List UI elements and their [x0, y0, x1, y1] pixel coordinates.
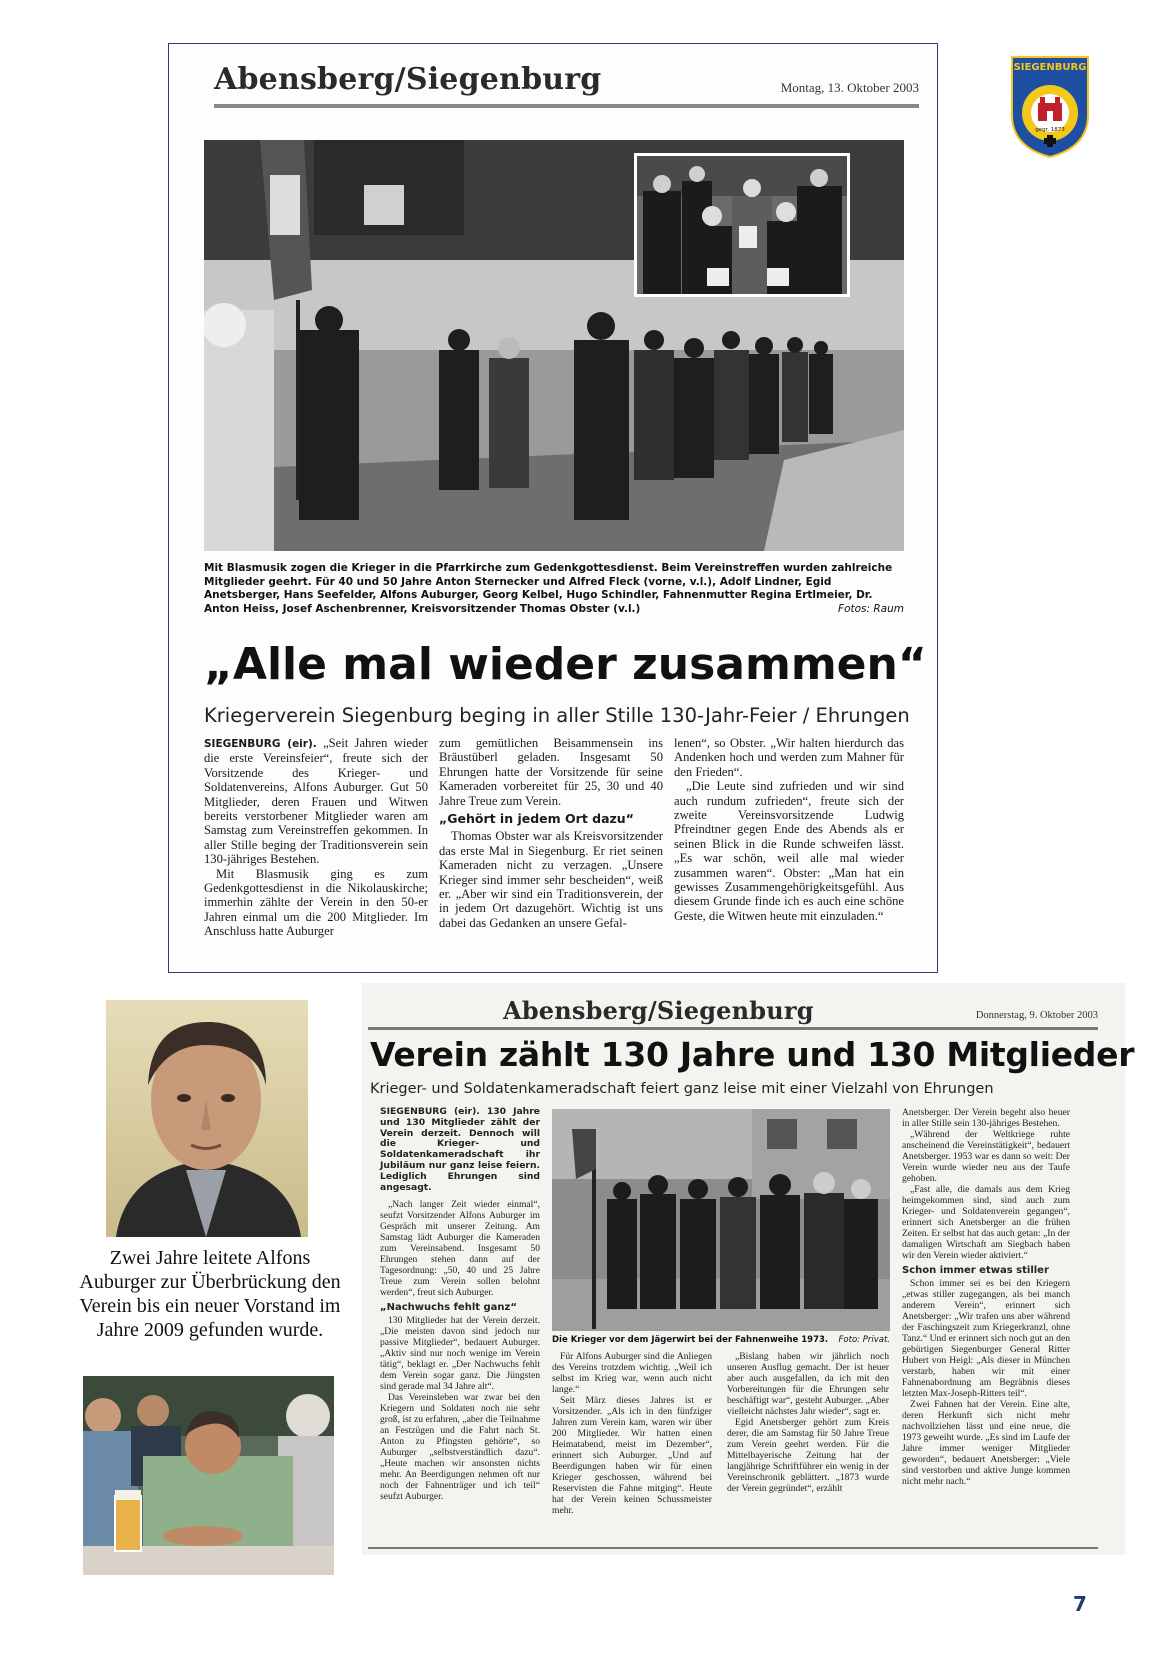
paragraph: Seit März dieses Jahres ist er Vorsitzender. „Als ich in den fünfziger Jahren zum Verein kam, waren wir über 200 Mitglieder. Wir hatten einen Heimatabend, meist im Dezember“, erinnert sich Auburger. „Und auf Beerdigungen haben wir für einen Krieger geschossen, während bei Reservisten die Fahne mitging“. Heute hat der Verein keinen Schussmeister mehr. — [552, 1395, 712, 1516]
article-column-4 — [902, 1107, 1070, 1487]
paragraph: 130 Mitglieder hat der Verein derzeit. „Die meisten davon sind jedoch nur passive Mitglieder“, bedauert Auburger. „Aktiv sind nur noch wenige im Verein tätig“, beklagt er. „Der Nachwuchs fehlt dem Verein sogar ganz. Die Jüngsten sind gerade mal 34 Jahre alt“. — [380, 1315, 540, 1393]
photo-credit: Foto: Privat. — [838, 1335, 890, 1345]
paragraph: Das Vereinsleben war zwar bei den Kriegern und Soldaten noch nie sehr groß, ist zu erfahren, „aber die Teilnahme an Festzügen und die Fahrt nach St. Anton zu Pfingsten gehörte“, so Auburger „selbstverständlich dazu“. „Heute machen wir ansonsten nichts mehr. An Beerdigungen nehmen oft nur noch der Fahnenträger und ich teil“ seufzt Auburger. — [380, 1392, 540, 1503]
subheading: „Nachwuchs fehlt ganz“ — [380, 1302, 517, 1314]
paragraph: Thomas Obster war als Kreisvorsitzender das erste Mal in Siegenburg. Er riet seinen Kameraden nicht zu verzagen. „Unsere Krieger sind immer sehr bescheiden“, weiß er. „Aber wir sind ein Traditionsverein, der in jedem Ort dazugehört. Wichtig ist uns dabei das Gedanken an unsere Gefal- — [439, 829, 663, 930]
inset-honorees-photo — [634, 153, 850, 297]
parade-photo — [204, 140, 904, 551]
subheading: „Gehört in jedem Ort dazu“ — [439, 811, 634, 827]
page-number: 7 — [1073, 1592, 1087, 1616]
subheading: Schon immer etwas stiller — [902, 1265, 1049, 1276]
paragraph: Zwei Fahnen hat der Verein. Eine alte, deren Herkunft sich nicht mehr nachvollziehen lässt und eine neue, die 1973 geweiht wurde. „Es sind im Laufe der Jahre immer weniger Mitglieder geworden“, bedauert Anetsberger: „Viele sind verstorben und aktive Junge kommen nicht mehr nach.“ — [902, 1399, 1070, 1487]
article-subheadline: Krieger- und Soldatenkameradschaft feiert ganz leise mit einer Vielzahl von Ehrungen — [370, 1081, 994, 1097]
paragraph: Anetsberger. Der Verein begeht also heuer in aller Stille sein 130-jähriges Bestehen. — [902, 1107, 1070, 1129]
paragraph: „Die Leute sind zufrieden und wir sind auch rundum zufrieden“, freute sich der zweite Vereinsvorsitzende Ludwig Pfreindtner gegen Ende des Abends als er seinen Blick in die Runde schweifen lässt. „Es war schön, weil alle mal wieder zusammen waren“. Obster: „Man hat ein gewisses Zusammengehörigkeitsgefühl. Aus diesem Grunde finde ich es auch eine schöne Geste, die Witwen heute mit einzuladen.“ — [674, 779, 904, 923]
fahnenweihe-1973-photo — [552, 1109, 890, 1331]
article-column-1 — [204, 736, 428, 939]
article-column-3 — [727, 1351, 889, 1494]
divider — [368, 1547, 1098, 1549]
paragraph: „Fast alle, die damals aus dem Krieg heimgekommen sind, sind auch zum Krieger- und Soldatenverein gegangen“, erinnert sich Anetsberger an die frühen Zeiten. Er selbst hat das auch getan: „In der damaligen Wirtschaft am Siegbach haben wir den Verein wieder aktiviert.“ — [902, 1184, 1070, 1261]
photo-credit: Fotos: Raum — [838, 602, 904, 615]
article-column-2 — [439, 736, 663, 930]
siegenburg-emblem — [1010, 55, 1090, 159]
paragraph: Egid Anetsberger gehört zum Kreis derer, die am Samstag für 50 Jahre Treue zum Verein geehrt werden. Für die Mittelbayerische Zeitung hat der langjährige Schriftführer ein wenig in der Vereinschronik geblättert. „1873 wurde der Verein gegründet“, erzählt — [727, 1417, 889, 1494]
paragraph: zum gemütlichen Beisammensein ins Bräustüberl geladen. Insgesamt 50 Ehrungen hatte der Vorsitzende für seine Kameraden vorbereitet für 25, 30 und 40 Jahre Treue zum Verein. — [439, 736, 663, 808]
paragraph: Schon immer sei es bei den Kriegern „etwas stiller zugegangen, als bei manch anderem Verein“, erinnert sich Anetsberger: „Wir trafen uns aber während der Faschingszeit zum Kriegerkranzl, ohne Tanz.“ Und er erinnert sich noch gut an den gebürtigen Siegenburger General Ritter Hubert von Heigl: „Als dieser in München verstarb, haben wir mit einer Fahnenabordnung am Begräbnis dieses letzten Max-Joseph-Ritters teil“. — [902, 1278, 1070, 1399]
portrait-photo-alfons-auburger — [106, 1000, 308, 1237]
newspaper-clipping-2 — [362, 983, 1135, 1555]
paragraph: Mit Blasmusik ging es zum Gedenkgottesdienst in die Nikolauskirche; immerhin zählte der Verein in den 50-er Jahren einmal um die 200 Mitglieder. Im Anschluss hatte Auburger — [204, 866, 428, 939]
article-headline: „Alle mal wieder zusammen“ — [204, 639, 927, 690]
paragraph: lenen“, so Obster. „Wir halten hierdurch das Andenken hoch und werden zum Mahner für den Frieden“. — [674, 736, 904, 779]
newspaper-masthead — [368, 993, 1098, 1030]
newspaper-section-title: Abensberg/Siegenburg — [214, 62, 602, 97]
tavern-photo — [83, 1376, 334, 1575]
photo-caption — [204, 562, 904, 616]
paragraph: „Bislang haben wir jährlich noch unseren Ausflug gemacht. Der ist heuer aber auch ausgefallen, da ich mit den Vorbereitungen für die Ehrungen sehr beschäftigt war“, gesteht Auburger. „Aber vielleicht nächstes Jahr wieder“, sagt er. — [727, 1351, 889, 1417]
photo-caption-text: Die Krieger vor dem Jägerwirt bei der Fahnenweihe 1973. — [552, 1335, 829, 1345]
dateline: SIEGENBURG (eir). — [204, 738, 317, 750]
paragraph: „Nach langer Zeit wieder einmal“, seufzt Vorsitzender Alfons Auburger im Gespräch mit unserer Zeitung. Am Samstag lädt Auburger die Kameraden zum Vereinsabend. Insgesamt 50 Ehrungen stehen dann auf der Tagesordnung: „50, 40 und 25 Jahre Treue zum Verein sollen belohnt werden“, freut sich Auburger. — [380, 1199, 540, 1299]
photo-caption-text: Mit Blasmusik zogen die Krieger in die Pfarrkirche zum Gedenkgottesdienst. Beim Vereinstreffen wurden zahlreiche Mitglieder geehrt. Für 40 und 50 Jahre Anton Sternecker und Alfred Fleck (vorne, v.l.), Adolf Lindner, Egid Anetsberger, Hans Seefelder, Alfons Auburger, Georg Kelbel, Hugo Schindler, Fahnenmutter Regina Ertlmeier, Dr. Anton Heiss, Josef Aschenbrenner, Kreisvorsitzender Thomas Obster (v.l.) — [204, 562, 893, 615]
newspaper-clipping-1 — [168, 43, 938, 973]
article-column-1 — [380, 1107, 540, 1502]
portrait-caption: Zwei Jahre leitete Alfons Auburger zur Überbrückung den Verein bis ein neuer Vorstand im Jahre 2009 gefunden wurde. — [79, 1247, 341, 1341]
newspaper-section-title: Abensberg/Siegenburg — [503, 996, 814, 1025]
article-column-2 — [552, 1351, 712, 1516]
publication-date: Donnerstag, 9. Oktober 2003 — [975, 1010, 1098, 1021]
emblem-founded: gegr. 1873 — [1035, 127, 1065, 133]
paragraph: „Seit Jahren wieder die erste Vereinsfeier“, freute sich der Vorsitzende des Krieger- und Soldatenvereins, Alfons Auburger. Gut 50 Mitglieder, deren Frauen und Witwen bereits verstorbener Mitglieder waren am Samstag zum Vereinstreffen gekommen. In aller Stille beging der Traditionsverein sein 130-jähriges Bestehen. — [204, 736, 428, 867]
emblem-title: SIEGENBURG — [1013, 62, 1087, 73]
paragraph: Für Alfons Auburger sind die Anliegen des Vereins trotzdem wichtig. „Weil ich selbst im Krieg war, wenn auch nicht lange.“ — [552, 1351, 712, 1395]
article-column-3 — [674, 736, 904, 923]
article-headline: Verein zählt 130 Jahre und 130 Mitglieder — [370, 1035, 1135, 1074]
lead-paragraph: SIEGENBURG (eir). 130 Jahre und 130 Mitglieder zählt der Verein derzeit. Dennoch will die Krieger- und Soldatenkameradschaft ihr Jubiläum nur ganz leise feiern. Lediglich Ehrungen sind angesagt. — [380, 1106, 540, 1193]
paragraph: „Während der Weltkriege ruhte anscheinend die Vereinstätigkeit“, bedauert Anetsberger. 1953 war es dann so weit: Der Verein wurde wieder neu aus der Taufe gehoben. — [902, 1129, 1070, 1184]
photo-caption — [552, 1335, 890, 1345]
article-subheadline: Kriegerverein Siegenburg beging in aller Stille 130-Jahr-Feier / Ehrungen — [204, 704, 910, 727]
newspaper-masthead — [214, 62, 919, 108]
publication-date: Montag, 13. Oktober 2003 — [780, 80, 919, 95]
